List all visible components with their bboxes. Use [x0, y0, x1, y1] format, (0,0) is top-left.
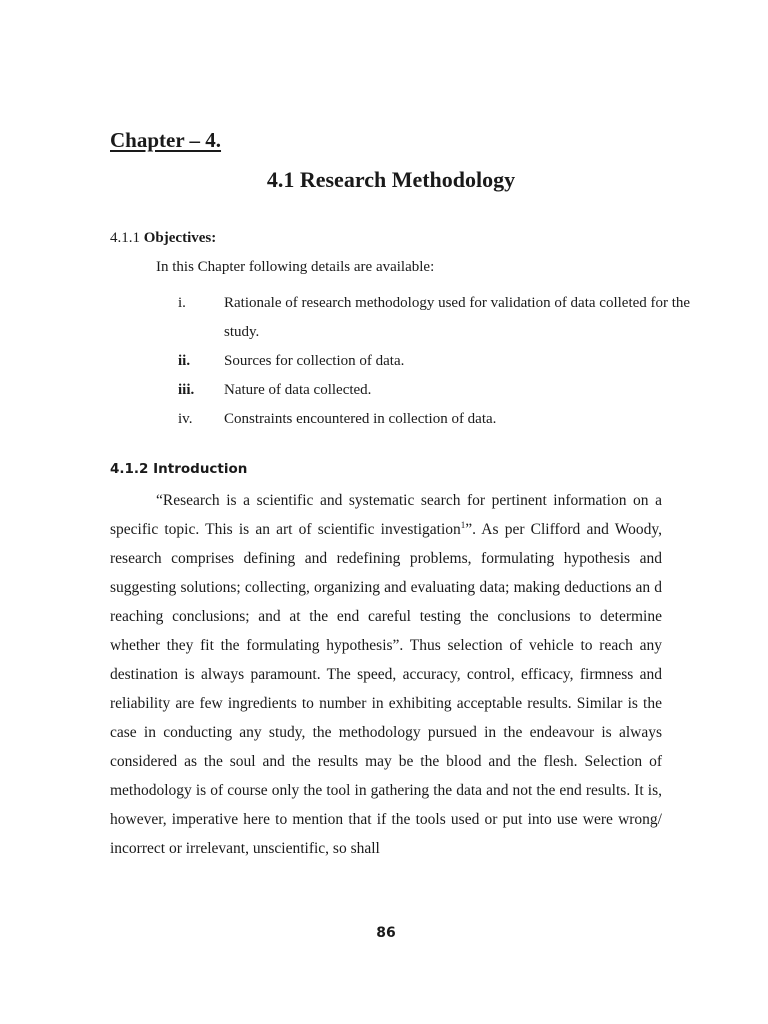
- introduction-body: [110, 486, 662, 863]
- introduction-text-part2: ”. As per Clifford and Woody, research comprises defining and redefining problems, formulating hypothesis and suggesting solutions; collecting, organizing and evaluating data; making deductions an d reaching conclusions; and at the end careful testing the conclusions to determine whether they fit the formulating hypothesis”. Thus selection of vehicle to reach any destination is always paramount. The speed, accuracy, control, efficacy, firmness and reliability are few ingredients to number in exhibiting acceptable results. Similar is the case in conducting any study, the methodology pursued in the endeavour is always considered as the soul and the results may be the blood and the flesh. Selection of methodology is of course only the tool in gathering the data and not the end results. It is, however, imperative here to mention that if the tools used or put into use were wrong/ incorrect or irrelevant, unscientific, so shall: [110, 521, 662, 857]
- footnote-marker: 1: [460, 519, 466, 530]
- list-item-text: Nature of data collected.: [224, 382, 372, 398]
- list-item-number: ii.: [178, 353, 191, 369]
- page-number: 86: [376, 925, 396, 941]
- list-item: [178, 376, 698, 405]
- list-item-number: iv.: [178, 411, 193, 427]
- list-item: [178, 289, 698, 347]
- list-item: [178, 405, 698, 434]
- introduction-paragraph: [110, 486, 662, 863]
- objectives-intro: In this Chapter following details are available:: [156, 259, 435, 275]
- introduction-heading: [110, 461, 247, 477]
- objectives-number: 4.1.1: [110, 230, 140, 246]
- list-item-text: Sources for collection of data.: [224, 353, 405, 369]
- introduction-number: 4.1.2: [110, 461, 149, 477]
- list-item-number: iii.: [178, 382, 195, 398]
- section-title: 4.1 Research Methodology: [266, 167, 516, 192]
- objectives-list: [178, 289, 698, 434]
- list-item-number: i.: [178, 295, 186, 311]
- introduction-text-part1: “Research is a scientific and systematic search for pertinent information on a specific topic. This is an art of scientific investigation: [110, 492, 662, 538]
- chapter-label: Chapter – 4.: [110, 128, 222, 152]
- introduction-title: Introduction: [153, 461, 248, 477]
- list-item-text: Constraints encountered in collection of data.: [224, 411, 497, 427]
- list-item: [178, 347, 698, 376]
- objectives-title: Objectives:: [143, 230, 217, 246]
- list-item-text: Rationale of research methodology used for validation of data colleted for the study.: [224, 295, 691, 340]
- objectives-heading: [110, 230, 216, 247]
